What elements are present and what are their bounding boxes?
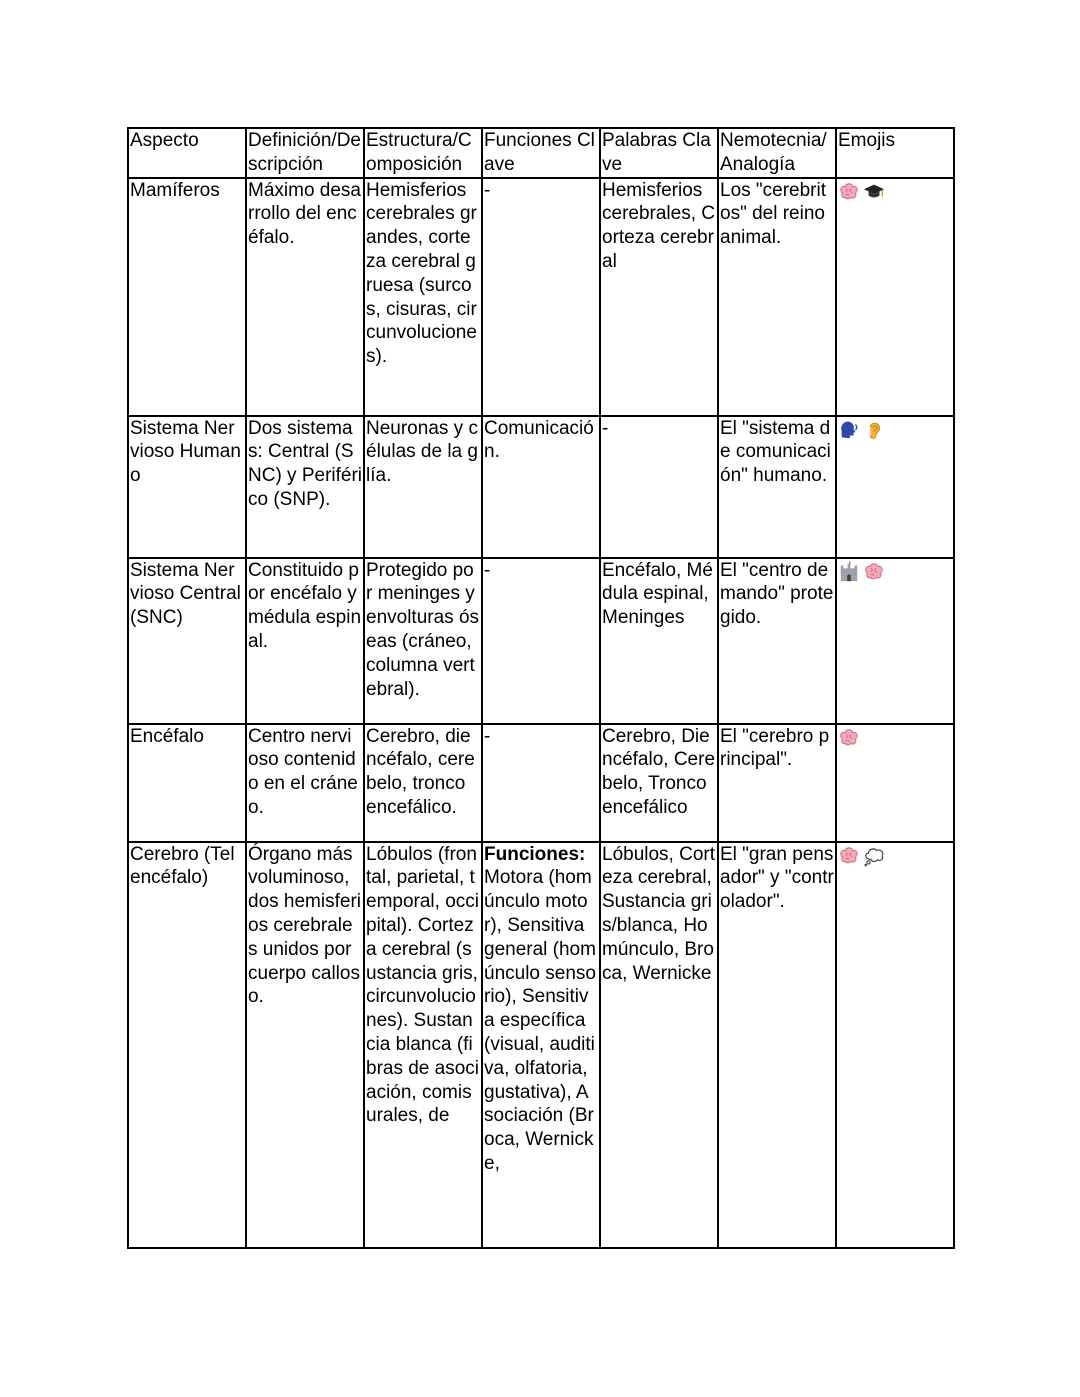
table-row [128, 842, 954, 1248]
speaking-head-icon [838, 419, 860, 441]
castle-icon [838, 561, 860, 583]
aspect-cell: Mamíferos [128, 178, 246, 416]
structure-cell: Protegido por meninges y envolturas óseas (cráneo, columna vertebral). [364, 558, 482, 724]
summary-table [127, 127, 955, 1249]
definition-cell: Centro nervioso contenido en el cráneo. [246, 724, 364, 842]
thought-bubble-icon [863, 845, 885, 867]
header-cell: Palabras Clave [600, 128, 718, 178]
definition-cell: Dos sistemas: Central (SNC) y Periférico (SNP). [246, 416, 364, 558]
keywords-cell: - [600, 416, 718, 558]
keywords-cell: Lóbulos, Corteza cerebral, Sustancia gris/blanca, Homúnculo, Broca, Wernicke [600, 842, 718, 1248]
structure-cell: Hemisferios cerebrales grandes, corteza cerebral gruesa (surcos, cisuras, circunvoluciones). [364, 178, 482, 416]
table-row [128, 558, 954, 724]
header-cell: Nemotecnia/ Analogía [718, 128, 836, 178]
mnemonic-cell: El "gran pensador" y "controlador". [718, 842, 836, 1248]
brain-icon [838, 727, 860, 749]
graduation-cap-icon [863, 181, 885, 203]
emojis-cell [836, 724, 954, 842]
mnemonic-cell: El "cerebro principal". [718, 724, 836, 842]
structure-cell: Neuronas y células de la glía. [364, 416, 482, 558]
brain-icon [863, 561, 885, 583]
functions-text: - [484, 559, 491, 581]
functions-cell [482, 842, 600, 1248]
functions-text: Comunicación. [484, 417, 594, 463]
brain-icon [838, 181, 860, 203]
table-row [128, 724, 954, 842]
header-cell: Definición/Descripción [246, 128, 364, 178]
definition-cell: Máximo desarrollo del encéfalo. [246, 178, 364, 416]
ear-icon [863, 419, 885, 441]
aspect-cell: Cerebro (Telencéfalo) [128, 842, 246, 1248]
functions-text: - [484, 725, 491, 747]
functions-text: - [484, 179, 491, 201]
emojis-cell [836, 558, 954, 724]
header-cell: Aspecto [128, 128, 246, 178]
header-row [128, 128, 954, 178]
structure-cell: Lóbulos (frontal, parietal, temporal, occipital). Corteza cerebral (sustancia gris, circunvoluciones). Sustancia blanca (fibras de asociación, comisurales, de [364, 842, 482, 1248]
aspect-cell: Sistema Nervioso Central (SNC) [128, 558, 246, 724]
definition-cell: Constituido por encéfalo y médula espinal. [246, 558, 364, 724]
functions-cell [482, 724, 600, 842]
keywords-cell: Encéfalo, Médula espinal, Meninges [600, 558, 718, 724]
emojis-cell [836, 178, 954, 416]
table-row [128, 178, 954, 416]
functions-title: Funciones: [484, 843, 586, 865]
functions-cell [482, 416, 600, 558]
header-cell: Funciones Clave [482, 128, 600, 178]
keywords-cell: Hemisferios cerebrales, Corteza cerebral [600, 178, 718, 416]
emojis-cell [836, 842, 954, 1248]
emojis-cell [836, 416, 954, 558]
aspect-cell: Sistema Nervioso Humano [128, 416, 246, 558]
mnemonic-cell: El "sistema de comunicación" humano. [718, 416, 836, 558]
mnemonic-cell: El "centro de mando" protegido. [718, 558, 836, 724]
functions-cell [482, 558, 600, 724]
brain-icon [838, 845, 860, 867]
keywords-cell: Cerebro, Diencéfalo, Cerebelo, Tronco encefálico [600, 724, 718, 842]
structure-cell: Cerebro, diencéfalo, cerebelo, tronco encefálico. [364, 724, 482, 842]
mnemonic-cell: Los "cerebritos" del reino animal. [718, 178, 836, 416]
functions-text: Motora (homúnculo motor), Sensitiva general (homúnculo sensorio), Sensitiva específica (visual, auditiva, olfatoria, gustativa), Asociación (Broca, Wernicke, [484, 867, 596, 1174]
definition-cell: Órgano más voluminoso, dos hemisferios cerebrales unidos por cuerpo calloso. [246, 842, 364, 1248]
table-row [128, 416, 954, 558]
aspect-cell: Encéfalo [128, 724, 246, 842]
header-cell: Emojis [836, 128, 954, 178]
header-cell: Estructura/Composición [364, 128, 482, 178]
functions-cell [482, 178, 600, 416]
